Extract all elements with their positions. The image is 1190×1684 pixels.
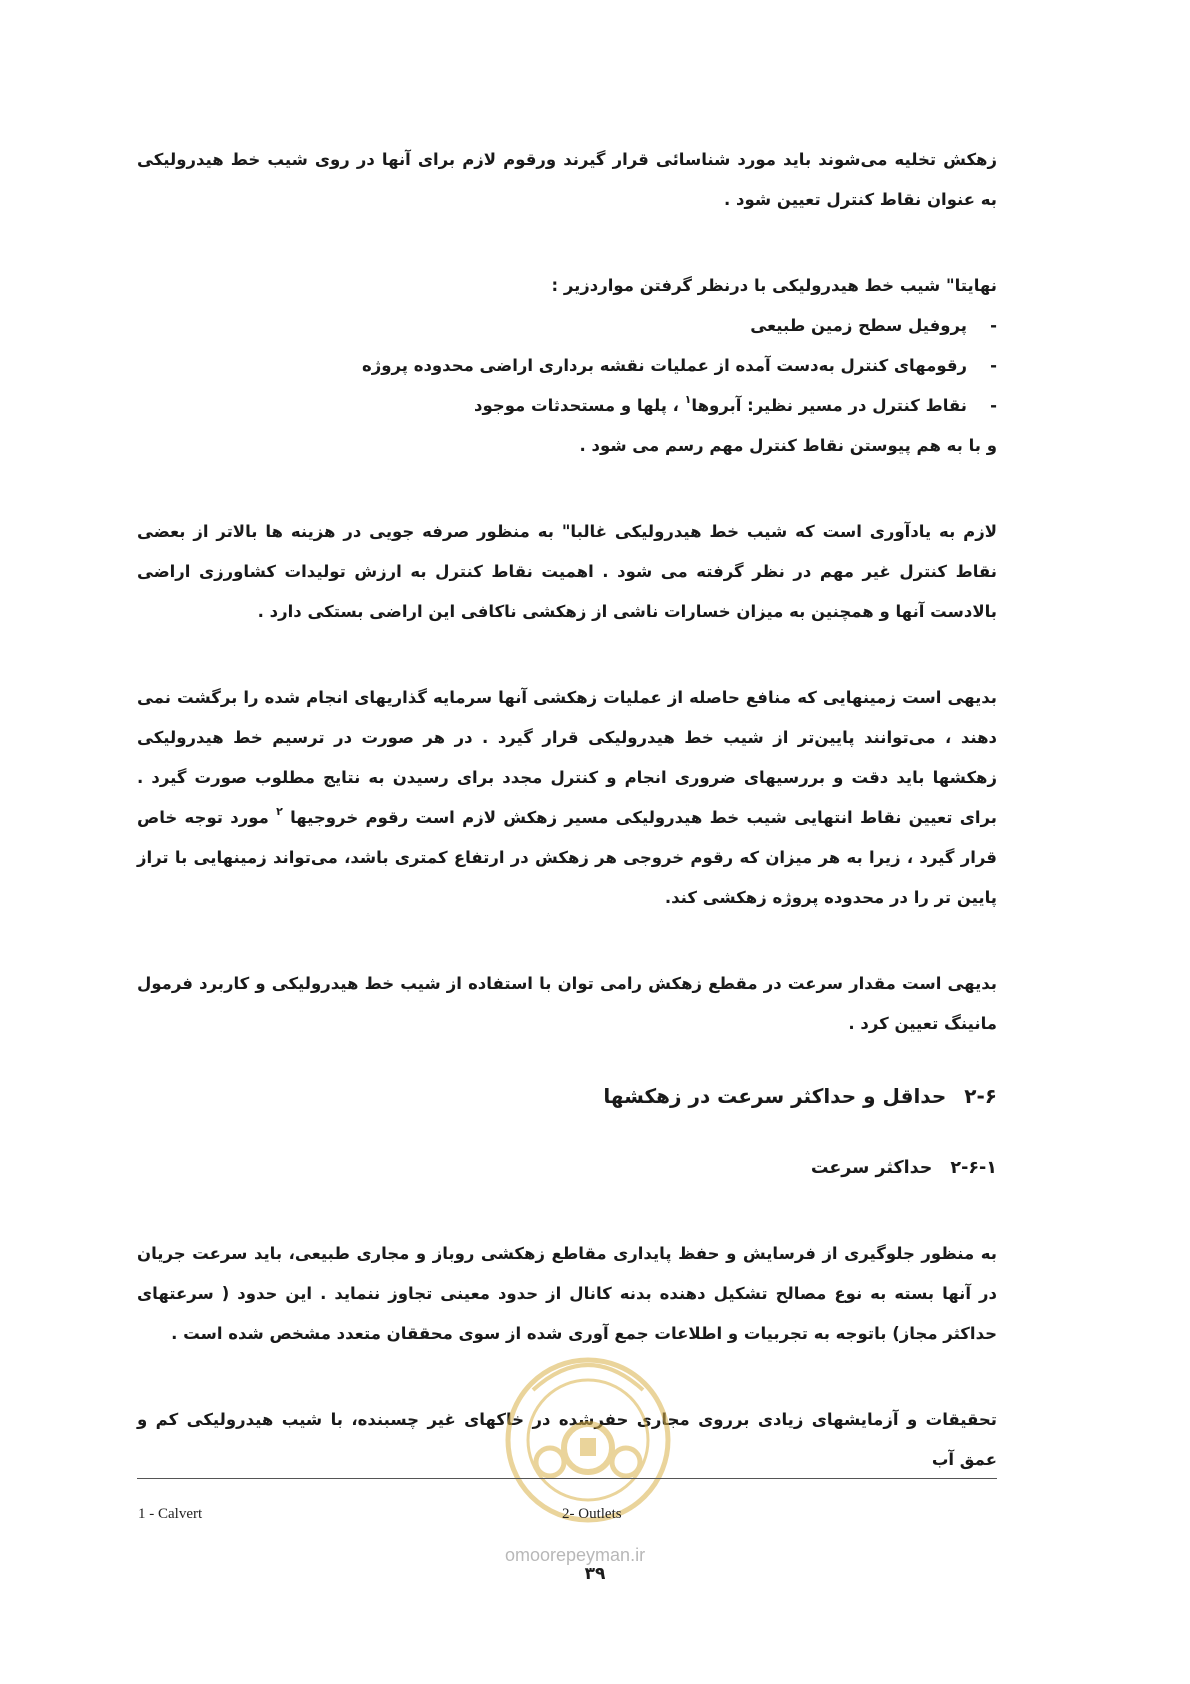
- paragraph-2: لازم به یادآوری است که شیب خط هیدرولیکی غالبا" به منظور صرفه جویی در هزینه ها بالاتر از بعضی نقاط کنترل غیر مهم در نظر گرفته می شود . اهمیت نقاط کنترل به ارزش تولیدات کشاورزی اراضی بالادست آنها و همچنین به میزان خسارات ناشی از زهکشی ناکافی این اراضی بستکی دارد .: [137, 522, 997, 621]
- watermark-url: omoorepeyman.ir: [505, 1545, 646, 1565]
- footnote-1: 1 - Calvert: [138, 1506, 203, 1522]
- list-item-text: نقاط کنترل در مسیر نظیر: آبروها: [691, 396, 967, 415]
- footnote-ref-2: ٢: [276, 805, 283, 818]
- footnote-ref-1: ١: [684, 393, 692, 406]
- list-item-text: پروفیل سطح زمین طبیعی: [750, 316, 967, 335]
- paragraph-4: بدیهی است مقدار سرعت در مقطع زهکش رامی توان با استفاده از شیب خط هیدرولیکی و کاربرد فرمول مانینگ تعیین کرد .: [137, 974, 997, 1033]
- paragraph-1: زهکش تخلیه می‌شوند باید مورد شناسائی قرار گیرند ورقوم لازم برای آنها در روی شیب خط هیدرولیکی به عنوان نقاط کنترل تعیین شود .: [137, 150, 997, 209]
- subsection-number: ۲-۶-۱: [950, 1158, 997, 1178]
- footnote-divider: [137, 1478, 997, 1479]
- paragraph-3-part1: بدیهی است زمینهایی که منافع حاصله از عملیات زهکشی آنها سرمایه گذاریهای انجام شده را برگشت نمی دهند ، می‌توانند پایین‌تر از شیب خط هیدرولیکی قرار گیرد . در هر صورت در ترسیم خط هیدرولیکی زهکشها باید دقت و بررسیهای ضروری انجام و کنترل مجدد برای رسیدن به نتایج مطلوب صورت گیرد . برای تعیین نقاط انتهایی شیب خط هیدرولیکی مسیر زهکش لازم است رقوم خروجیها: [137, 688, 997, 827]
- list-outro: و با به هم پیوستن نقاط کنترل مهم رسم می شود .: [579, 436, 997, 455]
- list-item-text: رقومهای کنترل به‌دست آمده از عملیات نقشه برداری اراضی محدوده پروژه: [362, 356, 967, 375]
- paragraph-5: به منظور جلوگیری از فرسایش و حفظ پایداری مقاطع زهکشی روباز و مجاری طبیعی، باید سرعت جریان در آنها بسته به نوع مصالح تشکیل دهنده بدنه کانال از حدود معینی تجاوز ننماید . این حدود ( سرعتهای حداکثر مجاز) باتوجه به تجربیات و اطلاعات جمع آوری شده از سوی محققان متعدد مشخص شده است .: [137, 1244, 997, 1343]
- paragraph-6: تحقیقات و آزمایشهای زیادی برروی مجاری حفرشده در خاکهای غیر چسبنده، با شیب هیدرولیکی کم و عمق آب: [137, 1410, 997, 1469]
- paragraph-3: [137, 678, 997, 918]
- page-number: ۳۹: [584, 1564, 606, 1584]
- list-item-tail: ، پلها و مستحدثات موجود: [473, 396, 679, 415]
- section-number: ۲-۶: [964, 1084, 997, 1108]
- list-item: -نقاط کنترل در مسیر نظیر: آبروها$^١$ ، پلها و مستحدثات موجود: [473, 393, 997, 415]
- section-title: حداقل و حداکثر سرعت در زهکشها: [603, 1084, 947, 1108]
- subsection-heading: [137, 1148, 997, 1188]
- document-body: [137, 140, 997, 1480]
- footnote-2: 2- Outlets: [562, 1506, 622, 1522]
- list-item: -پروفیل سطح زمین طبیعی: [750, 316, 997, 335]
- list-item: -رقومهای کنترل به‌دست آمده از عملیات نقشه برداری اراضی محدوده پروژه: [362, 356, 997, 375]
- list-intro: نهایتا" شیب خط هیدرولیکی با درنظر گرفتن مواردزیر :: [551, 276, 997, 295]
- paragraph-3-part2: مورد توجه خاص قرار گیرد ، زیرا به هر میزان که رقوم خروجی هر زهکش در ارتفاع کمتری باشد، می‌تواند زمینهایی با تراز پایین تر را در محدوده پروژه زهکشی کند.: [137, 808, 997, 907]
- subsection-title: حداکثر سرعت: [810, 1158, 933, 1178]
- section-heading: [137, 1074, 997, 1118]
- bullet-list: [137, 306, 997, 426]
